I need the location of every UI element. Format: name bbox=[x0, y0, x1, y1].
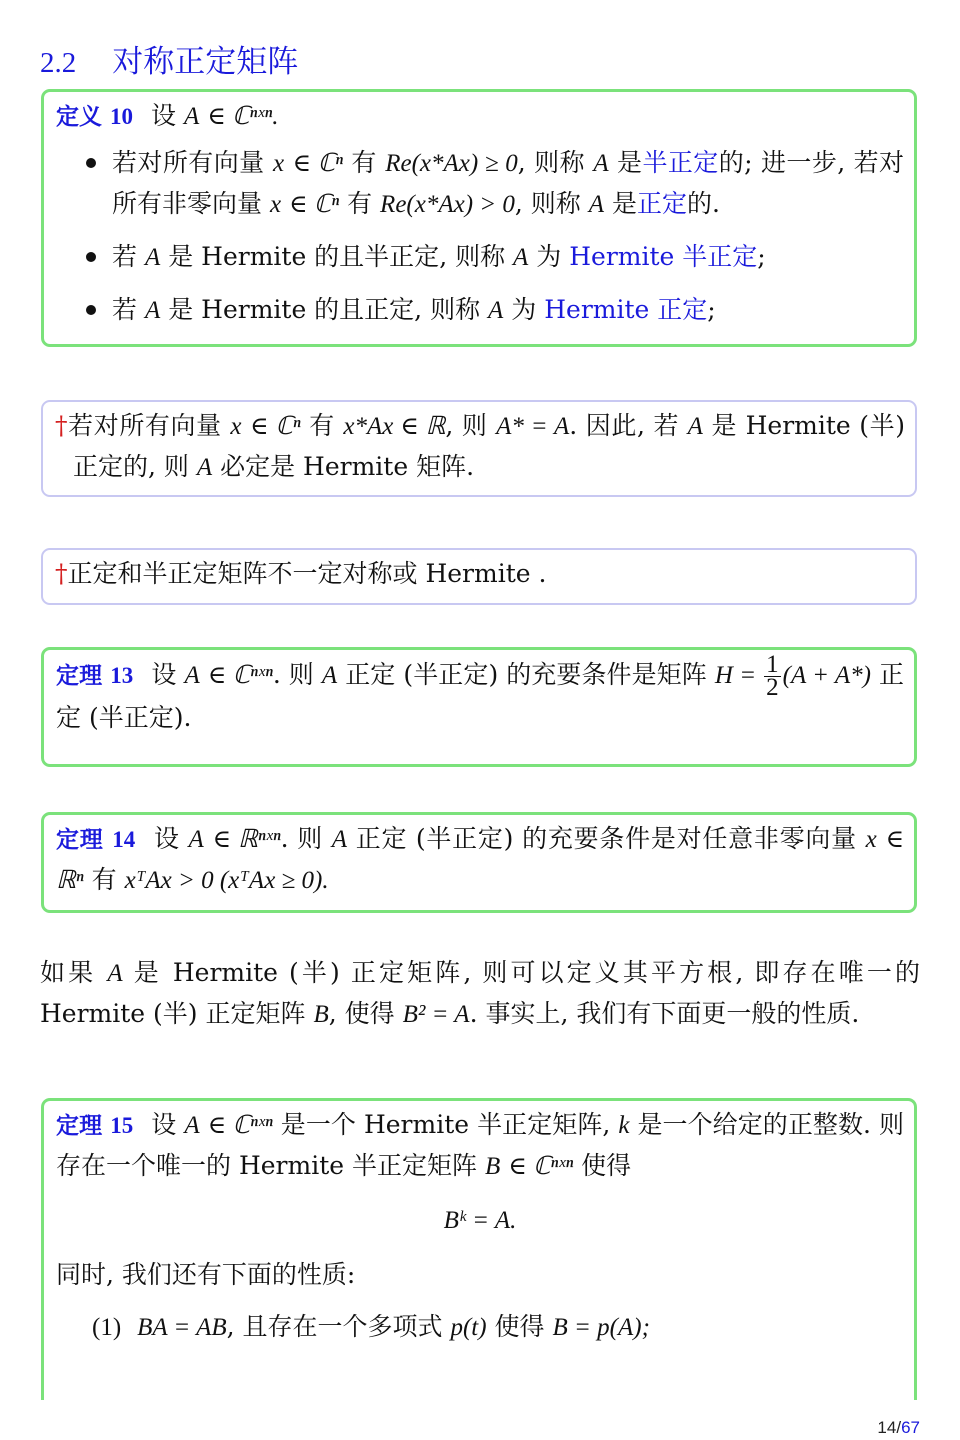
theorem-14-box: 定理 14 设 A ∈ ℝⁿˣⁿ. 则 A 正定 (半正定) 的充要条件是对任意非零向量 x ∈ ℝⁿ 有 xᵀAx > 0 (xᵀAx ≥ 0). bbox=[41, 812, 917, 913]
theorem-13-box: 定理 13 设 A ∈ ℂⁿˣⁿ. 则 A 正定 (半正定) 的充要条件是矩阵 H = $\frac{1}{2}$ (A + A*) 正定 (半正定). bbox=[41, 647, 917, 767]
note-hermite-box: †若对所有向量 x ∈ ℂⁿ 有 x*Ax ∈ ℝ, 则 A* = A. 因此, 若 A 是 Hermite (半) 正定的, 则 A 必定是 Hermite 矩阵. bbox=[41, 400, 917, 497]
dagger-icon: † bbox=[55, 411, 69, 440]
theorem-label: 定理 15 bbox=[56, 1113, 134, 1139]
definition-bullets bbox=[56, 143, 904, 331]
note-text: 正定和半正定矩阵不一定对称或 Hermite . bbox=[67, 559, 547, 588]
square-root-paragraph: 如果 A 是 Hermite (半) 正定矩阵, 则可以定义其平方根, 即存在唯一的 Hermite (半) 正定矩阵 B, 使得 B² = A. 事实上, 我们有下面更一般的性质. bbox=[40, 958, 921, 1028]
dagger-icon: † bbox=[55, 559, 68, 588]
page-number: 14/67 bbox=[877, 1418, 920, 1437]
term-hermite-semidefinite: Hermite 半正定 bbox=[569, 242, 758, 271]
math-cnn: ∈ ℂⁿˣⁿ. bbox=[207, 103, 279, 130]
bullet-hermite-semidefinite: 若 A 是 Hermite 的且半正定, 则称 A 为 Hermite 半正定; bbox=[56, 237, 904, 278]
definition-10-box bbox=[41, 89, 917, 347]
section-number: 2.2 bbox=[40, 47, 77, 79]
property-1: (1) BA = AB, 且存在一个多项式 p(t) 使得 B = p(A); bbox=[92, 1312, 650, 1341]
definition-10-header bbox=[56, 96, 904, 137]
section-title-text: 对称正定矩阵 bbox=[112, 44, 299, 80]
theorem-15-box bbox=[41, 1098, 917, 1400]
bullet-hermite-definite: 若 A 是 Hermite 的且正定, 则称 A 为 Hermite 正定; bbox=[56, 290, 904, 331]
term-definite: 正定 bbox=[637, 189, 688, 218]
term-hermite-definite: Hermite 正定 bbox=[544, 295, 708, 324]
term-semidefinite: 半正定 bbox=[642, 148, 719, 177]
definition-label: 定义 10 bbox=[56, 104, 134, 130]
properties-intro: 同时, 我们还有下面的性质: bbox=[56, 1260, 356, 1289]
fraction-half: $\frac{1}{2}$ bbox=[766, 651, 779, 701]
equation-bk: Bᵏ = A. bbox=[443, 1207, 517, 1234]
theorem-15-statement: 定理 15 设 A ∈ ℂⁿˣⁿ 是一个 Hermite 半正定矩阵, k 是一个给定的正整数. 则存在一个唯一的 Hermite 半正定矩阵 B ∈ ℂⁿˣⁿ 使得 bbox=[56, 1110, 904, 1180]
section-title bbox=[40, 40, 298, 85]
theorem-label: 定理 13 bbox=[56, 663, 134, 689]
theorem-label: 定理 14 bbox=[56, 827, 136, 853]
note-symmetry-box bbox=[41, 548, 917, 605]
def-intro: 设 bbox=[151, 101, 177, 130]
bullet-semidefinite: 若对所有向量 x ∈ ℂⁿ 有 Re(x*Ax) ≥ 0, 则称 A 是半正定的; 进一步, 若对所有非零向量 x ∈ ℂⁿ 有 Re(x*Ax) > 0, 则称 A 是正定的. bbox=[56, 143, 904, 225]
math-A: A bbox=[183, 103, 200, 130]
theorem-15-clip bbox=[0, 1098, 960, 1400]
